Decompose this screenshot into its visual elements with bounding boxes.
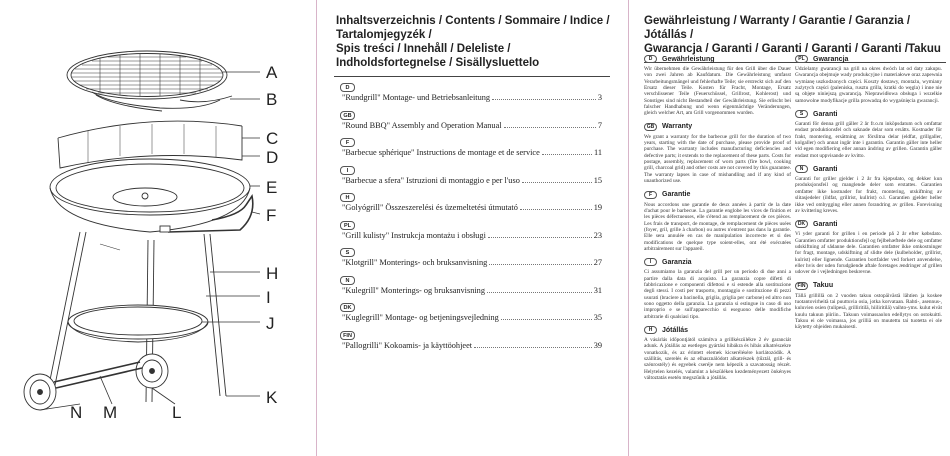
toc-entry-title: "Round BBQ" Assembly and Operation Manual xyxy=(342,120,502,130)
warranty-section-body: Vi yder garanti for grillen i en periode på 2 år efter købsdato. Garantien omfatter produktionsfejl og fejlbehæftede dele og omfatter udskiftning af sådanne dele. Garantien omfatter ikke omkostninger for fragt, montage, udskiftning af slidte dele (kulbeholder, grillrist, kulrist) eller lignende. Garantien bortfalder ved forkert anvendelse, eller hvis der uden forudgående aftale foretages ændringer af grillen udover de i vejledningen beskrevne. xyxy=(795,231,942,276)
warranty-section xyxy=(795,164,942,214)
toc-page-number: 7 xyxy=(597,120,602,130)
toc-page-number: 19 xyxy=(593,203,602,212)
warranty-section xyxy=(644,122,791,185)
language-code-badge: GB xyxy=(340,111,355,120)
warranty-section-header xyxy=(644,257,791,267)
toc-page-number: 15 xyxy=(593,175,602,185)
part-label-h: H xyxy=(266,264,279,283)
language-code-badge: D xyxy=(340,83,355,92)
language-code-badge: PL xyxy=(340,221,355,230)
part-label-l: L xyxy=(172,403,182,422)
table-of-contents-panel xyxy=(322,0,620,456)
language-code-badge: H xyxy=(340,193,355,202)
fire-bowl xyxy=(50,159,253,232)
toc-entry-title: "Kuglegrill" Montage- og betjeningsvejledning xyxy=(342,313,499,322)
toc-dot-leader xyxy=(489,264,592,265)
language-code-badge: DK xyxy=(795,220,808,228)
warranty-section-heading: Takuu xyxy=(813,282,834,290)
warranty-section-heading: Garantie xyxy=(662,191,691,198)
toc-entry-title: "Klotgrill" Monterings- och bruksanvisning xyxy=(342,258,488,267)
toc-entry xyxy=(334,166,610,194)
language-code-badge: I xyxy=(340,166,355,175)
language-code-badge: N xyxy=(340,276,355,285)
part-label-i: I xyxy=(266,288,271,307)
part-label-e: E xyxy=(266,178,278,197)
toc-entry xyxy=(334,193,610,221)
warranty-title-line-2: Gwarancja / Garanti / Garanti / Garanti / Garanti /Takuu xyxy=(644,43,941,55)
language-code-badge: FIN xyxy=(340,331,355,340)
toc-page-number: 23 xyxy=(593,230,602,240)
warranty-column-left xyxy=(644,54,791,386)
toc-dot-leader xyxy=(487,292,592,293)
warranty-section xyxy=(644,325,791,381)
toc-entry-title: "Golyógrill" Összeszerelési és üzemeltetési útmutató xyxy=(342,203,518,212)
warranty-section-header xyxy=(644,325,791,335)
warranty-section-header xyxy=(795,281,942,291)
toc-entry xyxy=(334,221,610,249)
toc-dot-leader xyxy=(492,99,596,100)
toc-dot-leader xyxy=(504,127,596,128)
toc-entry xyxy=(334,276,610,304)
language-code-badge: D xyxy=(644,55,657,63)
toc-entry xyxy=(334,138,610,166)
toc-page-number: 11 xyxy=(594,148,602,157)
part-label-n: N xyxy=(70,403,83,422)
exploded-diagram-panel xyxy=(0,0,312,456)
language-code-badge: S xyxy=(340,248,355,257)
toc-dot-leader xyxy=(522,182,592,183)
toc-page-number: 3 xyxy=(597,93,602,102)
toc-entry xyxy=(334,331,610,359)
panel-divider-2 xyxy=(628,0,629,456)
warranty-section-heading: Jótállás xyxy=(662,326,689,334)
warranty-title-line-1: Gewährleistung / Warranty / Garantie / Garanzia / Jótállás / xyxy=(644,15,911,41)
warranty-section-heading: Gewährleistung xyxy=(662,55,715,63)
warranty-section xyxy=(795,54,942,104)
warranty-section-body: Garanti for griller gjelder i 2 år fra kjøpsdato, og dekker kun produksjonsfeil og manglende deler som erstattes. Garantien omfatter ikke kostnader for frakt, montering, utskiftning av slitasjedeler (ildfat, grillrist, kullrist) o.l. Garantien gjelder heller ikke ved ombygging eller annen forandring av grillen. Forevisning av kvittering kreves. xyxy=(795,176,942,214)
warranty-section-body: Wir übernehmen die Gewährleistung für den Grill über die Dauer von zwei Jahren ab Kaufdatum. Die Gewährleistung umfasst Verarbeitungsmängel und fehlerhafte Teile; sie erstreckt sich auf den Ersatz dieser Teile. Kosten für Fracht, Montage, Ersatz verschlissener Teile (Feuerschüssel, Grillrost, Kohlerost) und Sonstiges sind nicht Bestandteil der Gewährleistung. Sie erlischt bei falscher Handhabung und wenn eigenmächtige Veränderungen, gleich welcher Art, am Grill vorgenommen wurden. xyxy=(644,66,791,117)
warranty-section-body: We grant a warranty for the barbecue grill for the duration of two years, starting with the date of purchase, please provide proof of purchase. The warranty includes manufacturing deficiencies and defective parts; it extends to the replacement of these parts. Costs for postage, assembly, replacement of worn parts (fire bowl, cooking grill, charcoal grid) and other costs are not covered by this guarantee. The warranty lapses in case of mishandling and if any kind of unauthorized use. xyxy=(644,133,791,185)
toc-entry-title: "Barbecue a sfera" Istruzioni di montaggio e per l'uso xyxy=(342,175,520,185)
toc-entry xyxy=(334,303,610,331)
part-label-k: K xyxy=(266,388,278,407)
warranty-section-body: A vásárlás időpontjától számítva a grillkészülékre 2 év garanciát adunk. A jótállás az esetleges gyártási hibákra és hibás alkatrészekre vonatkozik, és az érintett elemek kicserélésére korlátozódik. A szállítás, szerelés és az elhasználódott alkatrészek (tűztál, grill- és szénrostély) és egyebek cseréje nem képezik a szavatosság részét. Helytelen kezelés, valamint a készüléken kezdeményezett önkényes változtatás esetén megszűnik a jótállás. xyxy=(644,337,791,382)
warranty-section xyxy=(644,190,791,253)
part-label-j: J xyxy=(266,314,275,333)
toc-dot-leader xyxy=(474,347,592,348)
warranty-section-body: Tällä grillillä on 2 vuoden takuu ostopäivästä lähtien ja koskee tuotantovirheitä tai puuttuvia osia, jotka korvataan. Rahti-, asennus-, kuluvien osien (tulipesä, grilliritilä, hiiliritilä) vaihto-yms. kulut eivät kuulu takuun piiriin.. Takuun voimassaolon edellytys on ostokuitti. Takuu ei ole voimassa, jos grilliä on muutettu tai tuotetta ei ole käytetty ohjeiden mukaisesti. xyxy=(795,292,942,331)
toc-entry-title: "Pallogrilli" Kokoamis- ja käyttöohjeet xyxy=(342,340,473,350)
warranty-section-header xyxy=(644,190,791,200)
toc-entry-title: "Kulegrill" Monterings- og bruksanvisning xyxy=(342,285,485,295)
toc-entry xyxy=(334,111,610,139)
toc-page-number: 39 xyxy=(593,340,602,350)
part-label-a: A xyxy=(266,63,278,82)
warranty-section-heading: Gwarancja xyxy=(813,55,849,63)
warranty-section-header xyxy=(795,219,942,229)
warranty-section-body: Udzielamy gwarancji na grill na okres dwóch lat od daty zakupu. Gwarancja obejmuje wady produkcyjne i materiałowe oraz zapewnia wymianę uszkodzonych części. Koszty dostawy, montażu, wymiany zużytych części (paleniska, rusztu grilla, kratki do węgla) i inne nie są objęte niniejszą gwarancją. Nieprawidłowa obsługa i wszelkie samowolne modyfikacje grilla prowadzą do wygaśnięcia gwarancji. xyxy=(795,66,942,104)
language-code-badge: GB xyxy=(644,123,657,131)
warranty-section-header xyxy=(795,109,942,119)
toc-page-number: 27 xyxy=(593,258,602,267)
panel-divider-1 xyxy=(316,0,317,456)
toc-dot-leader xyxy=(542,154,592,155)
warranty-section xyxy=(795,281,942,331)
toc-title-line-2: Spis treści / Innehåll / Deleliste / Indholdsfortegnelse / Sisällysluettelo xyxy=(336,43,540,69)
language-code-badge: FIN xyxy=(795,282,808,290)
toc-title-rule xyxy=(334,76,610,77)
toc-dot-leader xyxy=(520,209,592,210)
warranty-section-header xyxy=(795,164,942,174)
toc-page-number: 31 xyxy=(593,285,602,295)
warranty-section-heading: Warranty xyxy=(662,123,693,131)
ash-tray xyxy=(68,305,208,342)
part-label-b: B xyxy=(266,90,278,109)
warranty-section-header xyxy=(644,122,791,132)
language-code-badge: S xyxy=(795,110,808,118)
language-code-badge: H xyxy=(644,326,657,334)
warranty-section xyxy=(644,54,791,117)
warranty-section-heading: Garanti xyxy=(813,220,838,228)
language-code-badge: DK xyxy=(340,303,355,312)
language-code-badge: I xyxy=(644,258,657,266)
warranty-section-header xyxy=(795,54,942,64)
language-code-badge: N xyxy=(795,165,808,173)
toc-list xyxy=(334,83,610,358)
warranty-section-body: Garanti för denna grill gäller 2 år fr.o.m inköpsdatum och omfattar endast produktionsfel och saknade delar som ersätts. Kostnader för frakt, montering, ersättning av förslitna delar (eldfat, grillgaller, kolgaller) och annat ingår inte i garantin. Garantin gäller inte heller vid egen modifiering eller annan ändring av grillen. Garantin gäller endast mot uppvisande av kvitto. xyxy=(795,121,942,159)
warranty-section-header xyxy=(644,54,791,64)
cooking-grate xyxy=(67,51,232,111)
warranty-section-heading: Garanti xyxy=(813,110,838,118)
warranty-section-heading: Garanzia xyxy=(662,258,692,266)
toc-page-number: 35 xyxy=(593,313,602,322)
toc-entry xyxy=(334,248,610,276)
toc-entry xyxy=(334,83,610,111)
part-label-c: C xyxy=(266,129,279,148)
warranty-column-right xyxy=(795,54,942,336)
language-code-badge: F xyxy=(340,138,355,147)
warranty-section xyxy=(644,257,791,320)
warranty-section-body: Ci assumiamo la garanzia del grill per un periodo di due anni a partire dalla data di acquisto. La garanzia copre difetti di fabbricazione e componenti difettosi e si estende alla sostituzione degli stessi. I costi per trasporto, montaggio e sostituzione di pezzi usurati (braciere a bacinella, griglia, griglia per carbone) ed altro non sono oggetto della garanzia. La garanzia si estingue in caso di uso improprio e se sull'apparecchio si eseguono delle modifiche arbitrarie di qualsiasi tipo. xyxy=(644,269,791,320)
toc-title-line-1: Inhaltsverzeichnis / Contents / Sommaire / Indice / Tartalomjegyzék / xyxy=(336,15,610,41)
toc-dot-leader xyxy=(488,237,592,238)
toc-dot-leader xyxy=(501,319,592,320)
warranty-section xyxy=(795,109,942,159)
part-label-m: M xyxy=(103,403,118,422)
toc-entry-title: "Barbecue sphérique" Instructions de montage et de service xyxy=(342,148,540,157)
warranty-section xyxy=(795,219,942,275)
toc-entry-title: "Grill kulisty" Instrukcja montażu i obsługi xyxy=(342,230,486,240)
warranty-section-heading: Garanti xyxy=(813,165,838,173)
part-label-d: D xyxy=(266,148,279,167)
toc-entry-title: "Rundgrill" Montage- und Betriebsanleitung xyxy=(342,93,491,102)
grill-exploded-diagram xyxy=(0,0,312,456)
part-label-f: F xyxy=(266,206,277,225)
language-code-badge: PL xyxy=(795,55,808,63)
warranty-section-body: Nous accordons une garantie de deux années à partir de la date d'achat pour le barbecue. La garantie englobe les vices de finition et les pièces défectueuses, elle s'étend au remplacement de ces pièces. Les frais de transport, de montage, de remplacement de pièces usées (foyer, gril, grille à charbon) ou autres n'entrent pas dans la garantie. Elle sera annulée en cas de manipulation incorrecte et si des modifications de quelque type soient-elles, ont été exécutées arbitrairement sur l'appareil. xyxy=(644,201,791,252)
language-code-badge: F xyxy=(644,191,657,199)
